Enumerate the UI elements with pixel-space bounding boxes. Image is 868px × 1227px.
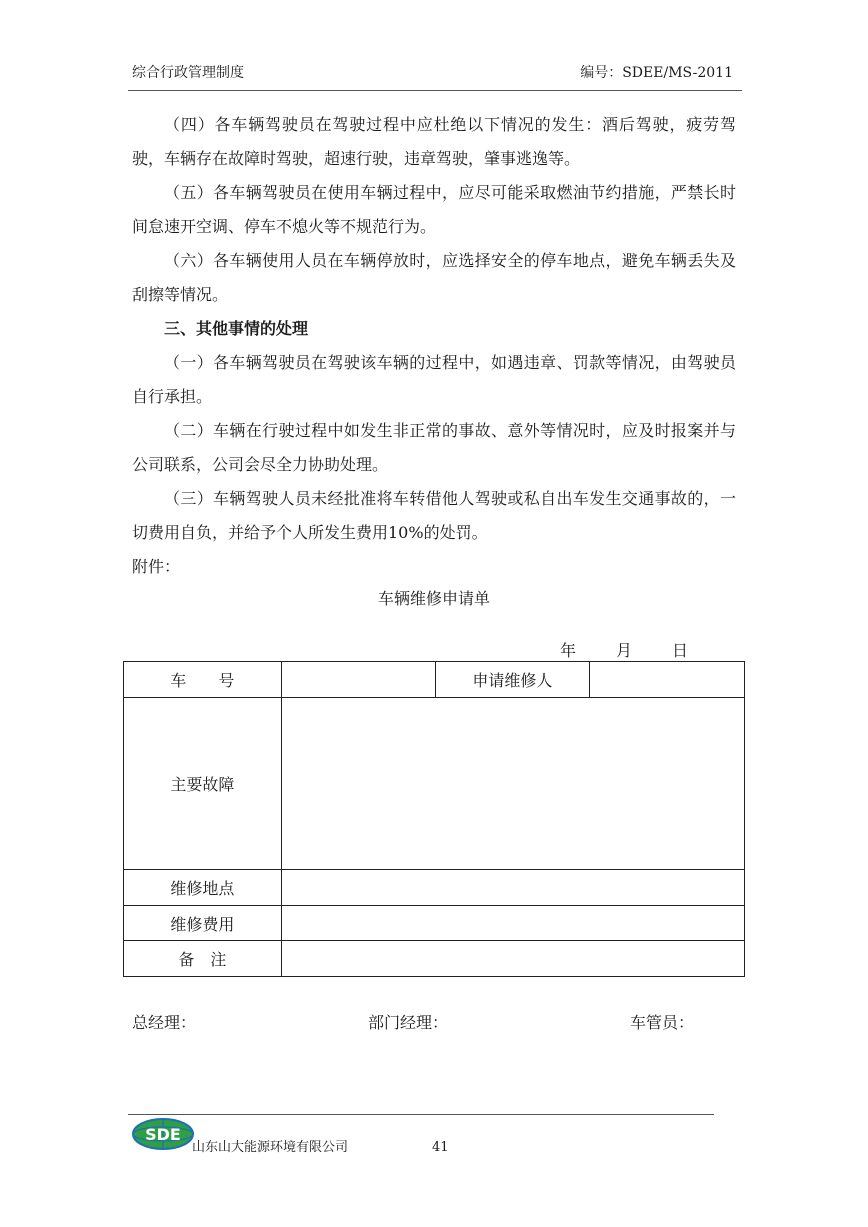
form-row-cost [124, 906, 745, 941]
fault-label: 主要故障 [124, 698, 282, 870]
body-text [132, 108, 736, 584]
cost-field[interactable] [281, 906, 744, 941]
fault-field[interactable] [281, 698, 744, 870]
repair-request-form [123, 661, 745, 977]
dept-manager-signature-label: 部门经理： [368, 1013, 449, 1032]
paragraph-4: （四）各车辆驾驶员在驾驶过程中应杜绝以下情况的发生：酒后驾驶，疲劳驾驶，车辆存在故障时驾驶，超速行驶，违章驾驶，肇事逃逸等。 [132, 115, 736, 168]
company-logo [131, 1116, 195, 1152]
paragraph-s3-1: （一）各车辆驾驶员在驾驶该车辆的过程中，如遇违章、罚款等情况，由驾驶员自行承担。 [132, 353, 736, 406]
header-title: 综合行政管理制度 [132, 65, 244, 81]
paragraph-6: （六）各车辆使用人员在车辆停放时，应选择安全的停车地点，避免车辆丢失及刮擦等情况。 [132, 251, 736, 304]
remarks-field[interactable] [281, 941, 744, 977]
location-label: 维修地点 [124, 870, 282, 906]
attachment-label: 附件： [132, 557, 181, 576]
applicant-field[interactable] [590, 662, 745, 698]
date-year: 年 [560, 641, 577, 660]
location-field[interactable] [281, 870, 744, 906]
form-title: 车辆维修申请单 [377, 589, 490, 608]
form-row-fault [124, 698, 745, 870]
paragraph-5: （五）各车辆驾驶员在使用车辆过程中，应尽可能采取燃油节约措施，严禁长时间怠速开空调、停车不熄火等不规范行为。 [132, 183, 736, 236]
gm-signature-label: 总经理： [132, 1013, 197, 1032]
fleet-manager-signature-label: 车管员： [630, 1013, 695, 1032]
car-number-label: 车 号 [124, 662, 282, 698]
footer-rule [128, 1114, 714, 1115]
remarks-label: 备 注 [124, 941, 282, 977]
form-date [560, 638, 688, 661]
svg-text:SDE: SDE [145, 1125, 181, 1144]
form-row-car [124, 662, 745, 698]
page-number: 41 [432, 1140, 449, 1155]
header-doc-number: 编号：SDEE/MS-2011 [580, 65, 733, 81]
date-day: 日 [672, 641, 689, 660]
cost-label: 维修费用 [124, 906, 282, 941]
header-rule [128, 90, 742, 91]
section-heading: 三、其他事情的处理 [164, 319, 309, 338]
form-row-location [124, 870, 745, 906]
footer-company-name: 山东山大能源环境有限公司 [192, 1140, 349, 1155]
paragraph-s3-2: （二）车辆在行驶过程中如发生非正常的事故、意外等情况时，应及时报案并与公司联系，公司会尽全力协助处理。 [132, 421, 736, 474]
car-number-field[interactable] [281, 662, 435, 698]
date-month: 月 [616, 641, 633, 660]
form-row-remarks [124, 941, 745, 977]
paragraph-s3-3: （三）车辆驾驶人员未经批准将车转借他人驾驶或私自出车发生交通事故的，一切费用自负，并给予个人所发生费用10%的处罚。 [132, 489, 736, 542]
applicant-label: 申请维修人 [435, 662, 590, 698]
